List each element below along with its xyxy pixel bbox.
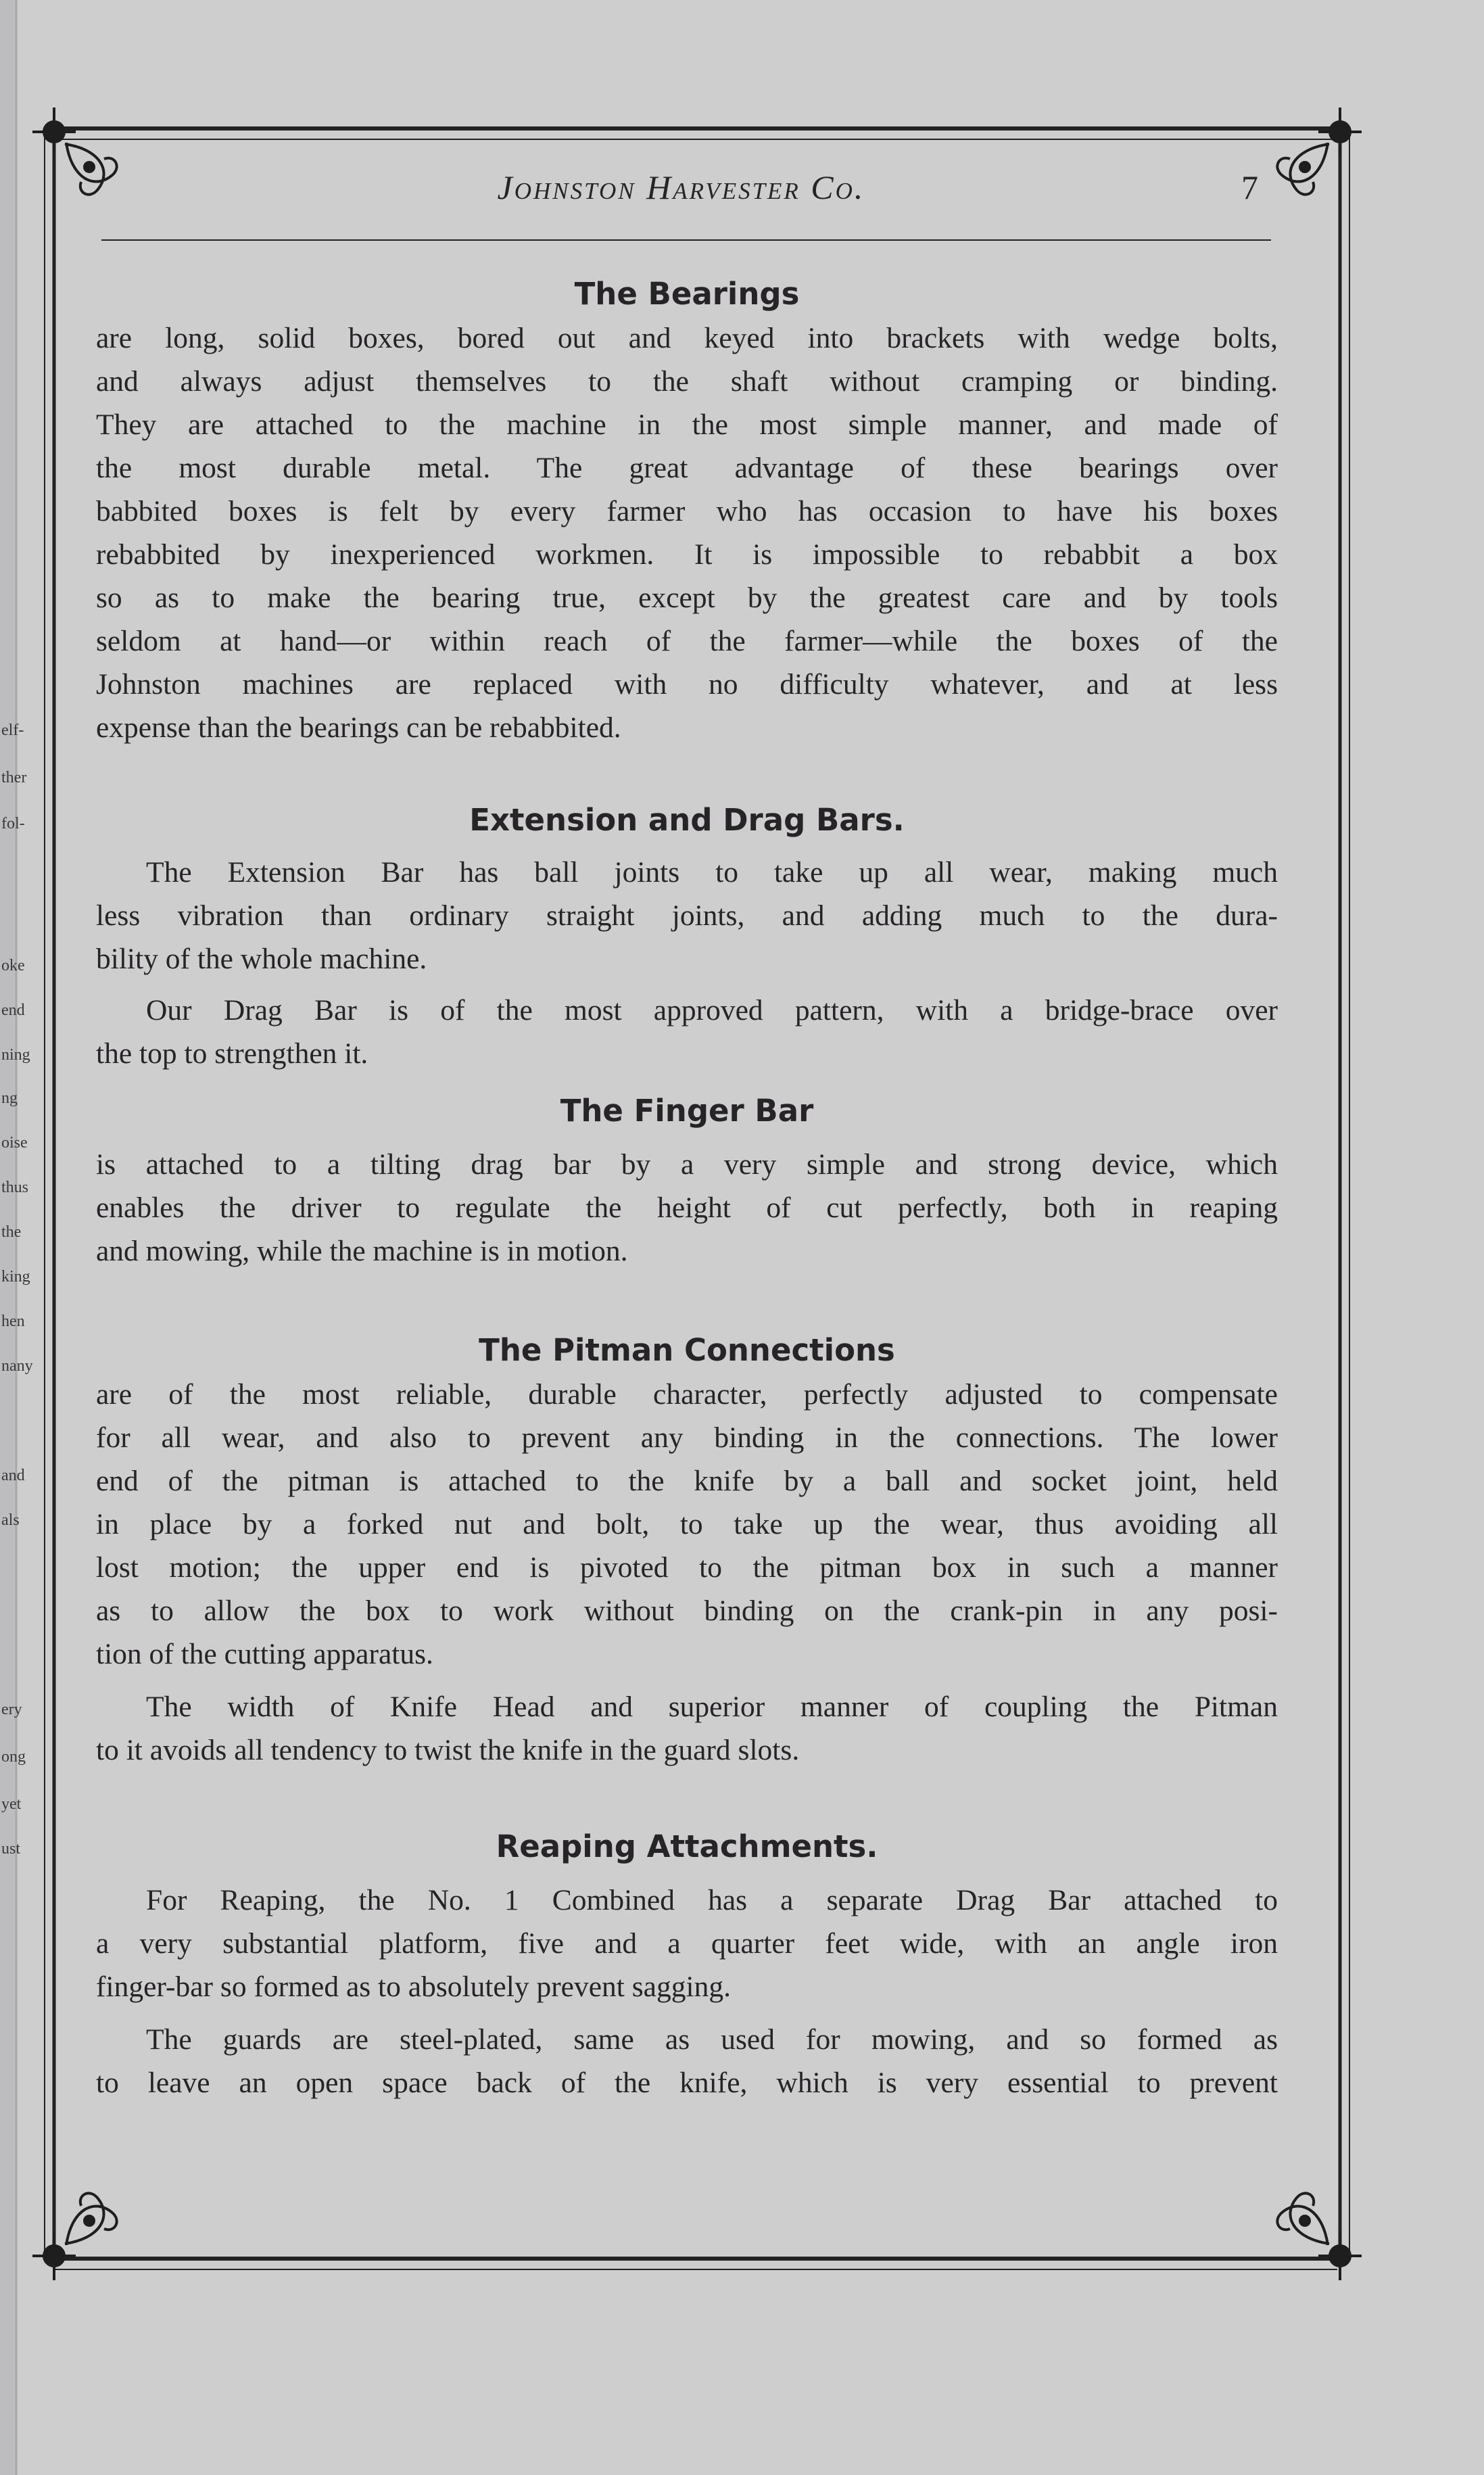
- gutter-fragment: elf-: [1, 722, 24, 739]
- section-heading-reaping: Reaping Attachments.: [496, 1829, 878, 1864]
- text-line: less vibration than ordinary straight joints, and adding much to the dura-: [96, 899, 1278, 932]
- gutter-fragment: the: [1, 1223, 22, 1241]
- text-line: For Reaping, the No. 1 Combined has a separate Drag Bar attached to: [146, 1884, 1278, 1916]
- text-line: are of the most reliable, durable character, perfectly adjusted to compensate: [96, 1378, 1278, 1411]
- text-line: The width of Knife Head and superior manner of coupling the Pitman: [146, 1691, 1278, 1723]
- gutter-fragment: king: [1, 1268, 30, 1286]
- gutter-fragment: ust: [1, 1840, 21, 1858]
- page-header: [101, 168, 1261, 222]
- text-line: is attached to a tilting drag bar by a very simple and strong device, which: [96, 1148, 1278, 1181]
- text-line: end of the pitman is attached to the knife by a ball and socket joint, held: [96, 1465, 1278, 1497]
- gutter-fragment: oise: [1, 1134, 28, 1152]
- gutter-fragment: als: [1, 1511, 20, 1529]
- section-heading-bearings: The Bearings: [574, 276, 800, 312]
- text-line: in place by a forked nut and bolt, to take up the wear, thus avoiding all: [96, 1508, 1278, 1540]
- text-line: Our Drag Bar is of the most approved pattern, with a bridge-brace over: [146, 994, 1278, 1027]
- text-line: rebabbited by inexperienced workmen. It is impossible to rebabbit a box: [96, 538, 1278, 571]
- gutter-fragment: nany: [1, 1357, 33, 1375]
- gutter-fragment: hen: [1, 1313, 25, 1330]
- text-line: The guards are steel-plated, same as used for mowing, and so formed as: [146, 2023, 1278, 2056]
- text-line: enables the driver to regulate the height of cut perfectly, both in reaping: [96, 1192, 1278, 1224]
- gutter-fragment: ery: [1, 1701, 22, 1718]
- gutter-fragment: thus: [1, 1179, 29, 1196]
- text-line: They are attached to the machine in the most simple manner, and made of: [96, 408, 1278, 441]
- text-line: lost motion; the upper end is pivoted to the pitman box in such a manner: [96, 1551, 1278, 1584]
- text-line: and mowing, while the machine is in motion.: [96, 1235, 628, 1267]
- gutter-fragment: yet: [1, 1795, 22, 1813]
- running-title: Johnston Harvester Co.: [497, 168, 865, 206]
- section-heading-extension: Extension and Drag Bars.: [469, 802, 905, 838]
- gutter-fragment: ong: [1, 1748, 26, 1766]
- section-heading-finger-bar: The Finger Bar: [560, 1093, 814, 1129]
- text-line: Johnston machines are replaced with no difficulty whatever, and at less: [96, 668, 1278, 701]
- text-line: seldom at hand—or within reach of the farmer—while the boxes of the: [96, 625, 1278, 657]
- text-line: bility of the whole machine.: [96, 943, 427, 975]
- gutter-fragment: ther: [1, 769, 27, 786]
- paragraph-pitman-1: [96, 1373, 1278, 1676]
- gutter-fragment: end: [1, 1001, 25, 1019]
- paragraph-reaping-1: [96, 1879, 1278, 2008]
- text-line: as to allow the box to work without binding on the crank-pin in any posi-: [96, 1595, 1278, 1627]
- gutter-fragment: fol-: [1, 815, 25, 832]
- gutter-fragment: and: [1, 1467, 25, 1484]
- page-body: [96, 272, 1278, 2104]
- text-line: to it avoids all tendency to twist the knife in the guard slots.: [96, 1734, 800, 1766]
- text-line: a very substantial platform, five and a quarter feet wide, with an angle iron: [96, 1927, 1278, 1960]
- paragraph-bearings: [96, 316, 1278, 749]
- paragraph-extension-2: [96, 989, 1278, 1075]
- page-number: 7: [1241, 168, 1258, 206]
- text-line: and always adjust themselves to the shaft without cramping or binding.: [96, 365, 1278, 398]
- gutter-fragment: ng: [1, 1089, 18, 1107]
- section-heading-pitman: The Pitman Connections: [479, 1332, 895, 1368]
- text-line: so as to make the bearing true, except by the greatest care and by tools: [96, 582, 1278, 614]
- gutter-fragment: ning: [1, 1046, 30, 1064]
- text-line: babbited boxes is felt by every farmer who has occasion to have his boxes: [96, 495, 1278, 527]
- paragraph-reaping-2: [96, 2018, 1278, 2104]
- text-line: The Extension Bar has ball joints to take up all wear, making much: [146, 856, 1278, 889]
- text-line: the top to strengthen it.: [96, 1037, 368, 1070]
- text-line: tion of the cutting apparatus.: [96, 1638, 433, 1670]
- text-line: expense than the bearings can be rebabbited.: [96, 711, 621, 744]
- gutter-fragment: oke: [1, 957, 25, 974]
- text-line: the most durable metal. The great advantage of these bearings over: [96, 452, 1278, 484]
- text-line: finger-bar so formed as to absolutely prevent sagging.: [96, 1971, 731, 2003]
- paragraph-pitman-2: [96, 1685, 1278, 1772]
- text-line: are long, solid boxes, bored out and keyed into brackets with wedge bolts,: [96, 322, 1278, 354]
- paragraph-extension-1: [96, 851, 1278, 981]
- paragraph-finger-bar: [96, 1143, 1278, 1273]
- text-line: to leave an open space back of the knife, which is very essential to prevent: [96, 2067, 1278, 2099]
- text-line: for all wear, and also to prevent any binding in the connections. The lower: [96, 1421, 1278, 1454]
